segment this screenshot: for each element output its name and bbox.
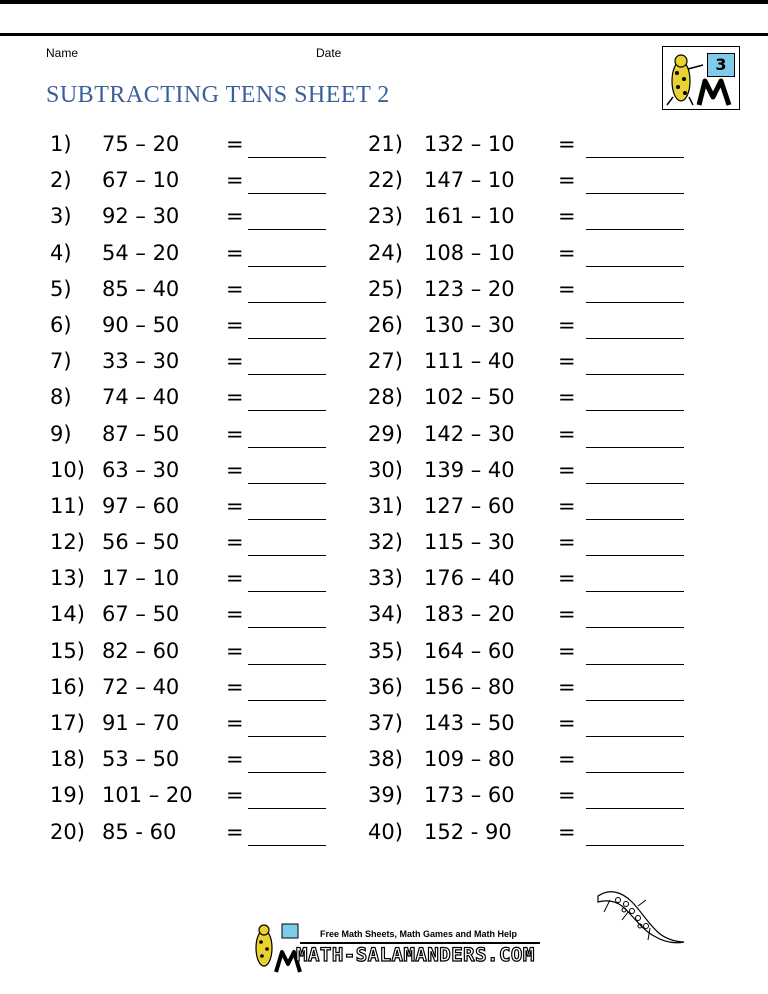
- problem-expression: 139 – 40: [424, 457, 515, 482]
- problem-number: 13): [50, 566, 85, 591]
- problem-number: 1): [50, 132, 72, 156]
- answer-blank[interactable]: [248, 410, 326, 411]
- answer-blank[interactable]: [586, 410, 684, 411]
- equals-sign: =: [226, 312, 244, 337]
- equals-sign: =: [558, 421, 576, 446]
- problem-expression: 97 – 60: [102, 493, 180, 518]
- answer-blank[interactable]: [586, 627, 684, 628]
- problem-number: 21): [368, 132, 403, 156]
- answer-blank[interactable]: [248, 338, 326, 339]
- answer-blank[interactable]: [248, 193, 326, 194]
- problem-number: 40): [368, 819, 403, 844]
- answer-blank[interactable]: [248, 483, 326, 484]
- problem-number: 22): [368, 168, 403, 193]
- problem-expression: 108 – 10: [424, 240, 515, 265]
- problem-expression: 33 – 30: [102, 349, 180, 374]
- problem-expression: 156 – 80: [424, 674, 515, 699]
- equals-sign: =: [226, 783, 244, 808]
- equals-sign: =: [226, 493, 244, 518]
- answer-blank[interactable]: [248, 664, 326, 665]
- answer-blank[interactable]: [586, 736, 684, 737]
- answer-blank[interactable]: [586, 519, 684, 520]
- answer-blank[interactable]: [248, 447, 326, 448]
- top-border: [0, 0, 768, 4]
- page-title: SUBTRACTING TENS SHEET 2: [46, 82, 390, 108]
- problem-expression: 101 – 20: [102, 783, 193, 808]
- equals-sign: =: [226, 240, 244, 265]
- problem-number: 3): [50, 204, 72, 229]
- problem-number: 19): [50, 783, 85, 808]
- answer-blank[interactable]: [586, 845, 684, 846]
- problem-number: 11): [50, 493, 85, 518]
- problem-expression: 161 – 10: [424, 204, 515, 229]
- equals-sign: =: [226, 638, 244, 663]
- problem-expression: 63 – 30: [102, 457, 180, 482]
- answer-blank[interactable]: [248, 591, 326, 592]
- grade-number: 3: [707, 53, 735, 77]
- problem-expression: 72 – 40: [102, 674, 180, 699]
- problem-number: 38): [368, 747, 403, 772]
- problem-number: 17): [50, 711, 85, 735]
- problem-number: 20): [50, 819, 85, 844]
- problem-expression: 17 – 10: [102, 566, 180, 591]
- answer-blank[interactable]: [248, 157, 326, 158]
- answer-blank[interactable]: [248, 519, 326, 520]
- equals-sign: =: [226, 711, 244, 735]
- problem-number: 34): [368, 602, 403, 627]
- answer-blank[interactable]: [586, 772, 684, 773]
- equals-sign: =: [558, 276, 576, 301]
- problem-number: 31): [368, 493, 403, 518]
- problem-expression: 90 – 50: [102, 312, 180, 337]
- problem-number: 37): [368, 711, 403, 735]
- answer-blank[interactable]: [586, 193, 684, 194]
- equals-sign: =: [226, 602, 244, 627]
- equals-sign: =: [226, 276, 244, 301]
- grade-badge: [662, 46, 740, 110]
- equals-sign: =: [226, 421, 244, 446]
- problem-number: 9): [50, 421, 72, 446]
- equals-sign: =: [226, 349, 244, 374]
- problem-expression: 127 – 60: [424, 493, 515, 518]
- answer-blank[interactable]: [586, 483, 684, 484]
- problem-number: 18): [50, 747, 85, 772]
- problem-number: 6): [50, 312, 72, 337]
- answer-blank[interactable]: [248, 808, 326, 809]
- problem-expression: 173 – 60: [424, 783, 515, 808]
- equals-sign: =: [558, 674, 576, 699]
- equals-sign: =: [558, 566, 576, 591]
- problem-number: 7): [50, 349, 72, 374]
- answer-blank[interactable]: [248, 302, 326, 303]
- problem-number: 33): [368, 566, 403, 591]
- answer-blank[interactable]: [248, 627, 326, 628]
- problem-expression: 82 – 60: [102, 638, 180, 663]
- answer-blank[interactable]: [248, 266, 326, 267]
- problem-number: 32): [368, 530, 403, 555]
- problem-number: 28): [368, 385, 403, 410]
- problem-expression: 53 – 50: [102, 747, 180, 772]
- problem-expression: 56 – 50: [102, 530, 180, 555]
- problem-expression: 87 – 50: [102, 421, 180, 446]
- problem-number: 5): [50, 276, 72, 301]
- equals-sign: =: [226, 457, 244, 482]
- problem-expression: 143 – 50: [424, 711, 515, 735]
- answer-blank[interactable]: [586, 374, 684, 375]
- answer-blank[interactable]: [248, 736, 326, 737]
- equals-sign: =: [558, 312, 576, 337]
- problem-expression: 109 – 80: [424, 747, 515, 772]
- problem-number: 10): [50, 457, 85, 482]
- problem-number: 23): [368, 204, 403, 229]
- problem-number: 36): [368, 674, 403, 699]
- problem-expression: 115 – 30: [424, 530, 515, 555]
- problem-number: 4): [50, 240, 72, 265]
- equals-sign: =: [226, 530, 244, 555]
- answer-blank[interactable]: [248, 700, 326, 701]
- problem-number: 15): [50, 638, 85, 663]
- equals-sign: =: [558, 747, 576, 772]
- problem-number: 2): [50, 168, 72, 193]
- equals-sign: =: [226, 132, 244, 156]
- problem-expression: 176 – 40: [424, 566, 515, 591]
- equals-sign: =: [558, 385, 576, 410]
- problem-expression: 130 – 30: [424, 312, 515, 337]
- equals-sign: =: [226, 168, 244, 193]
- answer-blank[interactable]: [248, 845, 326, 846]
- problem-number: 27): [368, 349, 403, 374]
- problem-number: 35): [368, 638, 403, 663]
- problem-number: 24): [368, 240, 403, 265]
- answer-blank[interactable]: [586, 555, 684, 556]
- problem-expression: 183 – 20: [424, 602, 515, 627]
- problem-expression: 54 – 20: [102, 240, 180, 265]
- answer-blank[interactable]: [248, 555, 326, 556]
- problem-number: 29): [368, 421, 403, 446]
- footer-tagline: Free Math Sheets, Math Games and Math Help: [320, 929, 518, 939]
- header-rule: [0, 33, 768, 36]
- problem-expression: 85 - 60: [102, 819, 177, 844]
- equals-sign: =: [226, 674, 244, 699]
- answer-blank[interactable]: [586, 229, 684, 230]
- answer-blank[interactable]: [248, 772, 326, 773]
- footer-brand-link[interactable]: MATH-SALAMANDERS.COM: [296, 944, 535, 966]
- equals-sign: =: [558, 819, 576, 844]
- problem-expression: 132 – 10: [424, 132, 515, 156]
- problem-expression: 67 – 10: [102, 168, 180, 193]
- problem-number: 12): [50, 530, 85, 555]
- answer-blank[interactable]: [586, 664, 684, 665]
- equals-sign: =: [558, 602, 576, 627]
- equals-sign: =: [558, 168, 576, 193]
- problem-number: 30): [368, 457, 403, 482]
- problem-number: 16): [50, 674, 85, 699]
- problem-expression: 164 – 60: [424, 638, 515, 663]
- salamander-icon: [588, 884, 688, 954]
- equals-sign: =: [226, 566, 244, 591]
- answer-blank[interactable]: [248, 374, 326, 375]
- problem-expression: 152 - 90: [424, 819, 512, 844]
- equals-sign: =: [558, 240, 576, 265]
- problem-expression: 142 – 30: [424, 421, 515, 446]
- answer-blank[interactable]: [586, 808, 684, 809]
- answer-blank[interactable]: [586, 591, 684, 592]
- problem-expression: 92 – 30: [102, 204, 180, 229]
- problem-number: 8): [50, 385, 72, 410]
- answer-blank[interactable]: [586, 266, 684, 267]
- problem-expression: 111 – 40: [424, 349, 515, 374]
- problem-number: 26): [368, 312, 403, 337]
- answer-blank[interactable]: [586, 302, 684, 303]
- problem-expression: 67 – 50: [102, 602, 180, 627]
- equals-sign: =: [558, 132, 576, 156]
- equals-sign: =: [226, 204, 244, 229]
- equals-sign: =: [558, 204, 576, 229]
- equals-sign: =: [558, 783, 576, 808]
- equals-sign: =: [558, 711, 576, 735]
- answer-blank[interactable]: [586, 447, 684, 448]
- problem-expression: 102 – 50: [424, 385, 515, 410]
- answer-blank[interactable]: [586, 700, 684, 701]
- equals-sign: =: [558, 349, 576, 374]
- problem-number: 39): [368, 783, 403, 808]
- name-label: Name: [46, 46, 79, 60]
- problem-expression: 91 – 70: [102, 711, 180, 735]
- equals-sign: =: [226, 385, 244, 410]
- problem-expression: 74 – 40: [102, 385, 180, 410]
- answer-blank[interactable]: [586, 157, 684, 158]
- problem-number: 25): [368, 276, 403, 301]
- answer-blank[interactable]: [248, 229, 326, 230]
- problem-expression: 123 – 20: [424, 276, 515, 301]
- equals-sign: =: [226, 819, 244, 844]
- answer-blank[interactable]: [586, 338, 684, 339]
- problem-expression: 75 – 20: [102, 132, 180, 156]
- equals-sign: =: [558, 457, 576, 482]
- problem-expression: 85 – 40: [102, 276, 180, 301]
- equals-sign: =: [558, 493, 576, 518]
- equals-sign: =: [226, 747, 244, 772]
- equals-sign: =: [558, 530, 576, 555]
- equals-sign: =: [558, 638, 576, 663]
- problem-expression: 147 – 10: [424, 168, 515, 193]
- problem-number: 14): [50, 602, 85, 627]
- date-label: Date: [316, 46, 342, 60]
